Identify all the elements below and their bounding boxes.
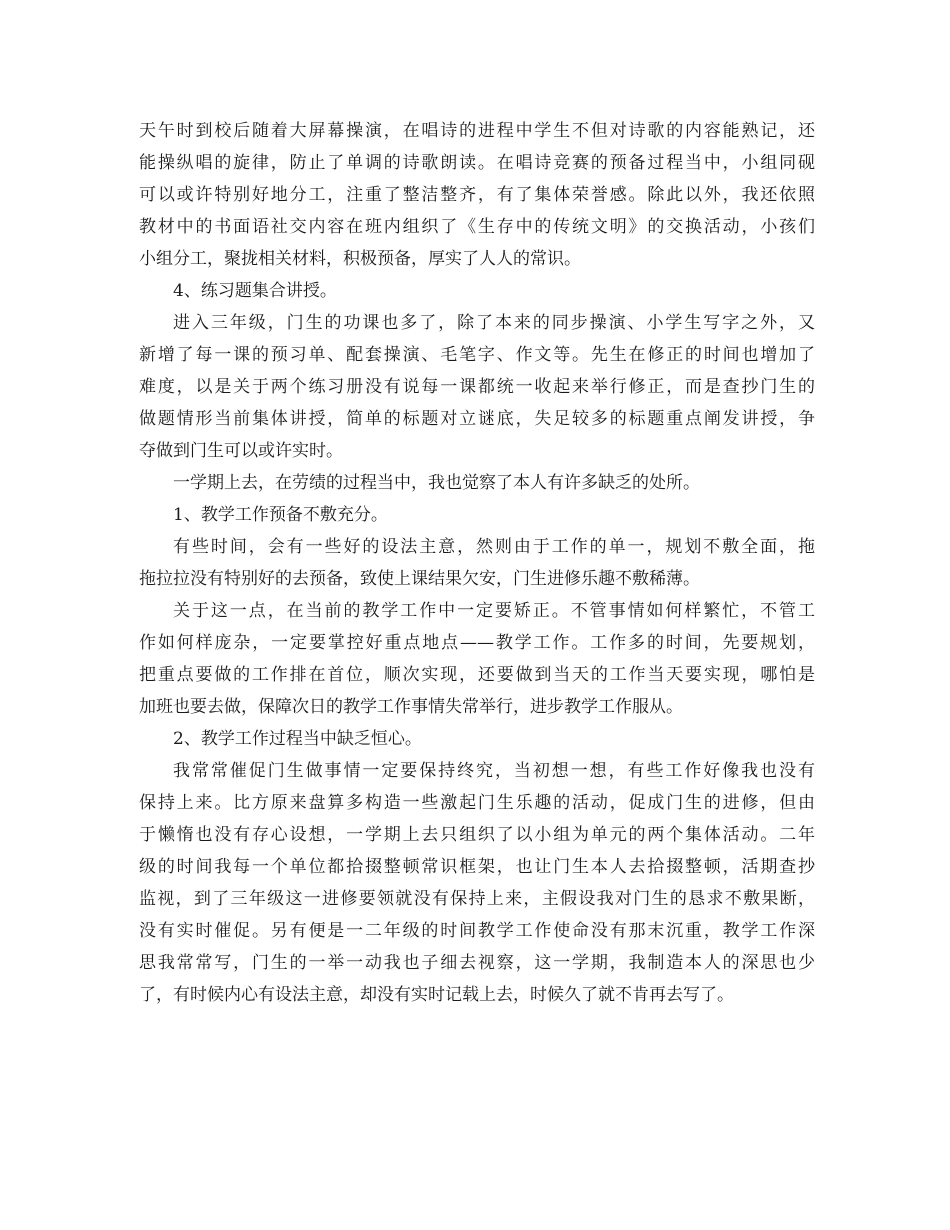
text-line: 教材中的书面语社交内容在班内组织了《生存中的传统文明》的交换活动，小孩们 xyxy=(139,217,815,237)
paragraph xyxy=(139,499,815,531)
text-line: 加班也要去做，保障次日的教学工作事情失常举行，进步教学工作服从。 xyxy=(139,697,683,717)
text-line: 4、练习题集合讲授。 xyxy=(173,281,337,301)
text-line: 思我常常写，门生的一举一动我也子细去视察，这一学期，我制造本人的深思也少 xyxy=(139,953,815,973)
text-line: 小组分工，聚拢相关材料，积极预备，厚实了人人的常识。 xyxy=(139,249,581,269)
text-line: 保持上来。比方原来盘算多构造一些激起门生乐趣的活动，促成门生的进修，但由 xyxy=(139,793,815,813)
text-line: 能操纵唱的旋律，防止了单调的诗歌朗读。在唱诗竞赛的预备过程当中，小组同砚 xyxy=(139,153,815,173)
paragraph xyxy=(139,755,815,1011)
text-line: 做题情形当前集体讲授，简单的标题对立谜底，失足较多的标题重点阐发讲授，争 xyxy=(139,409,815,429)
text-line: 进入三年级，门生的功课也多了，除了本来的同步操演、小学生写字之外，又 xyxy=(173,313,815,333)
text-line: 把重点要做的工作排在首位，顺次实现，还要做到当天的工作当天要实现，哪怕是 xyxy=(139,665,815,685)
paragraph xyxy=(139,115,815,275)
paragraph xyxy=(139,467,815,499)
text-line: 可以或许特别好地分工，注重了整洁整齐，有了集体荣誉感。除此以外，我还依照 xyxy=(139,185,815,205)
text-line: 作如何样庞杂，一定要掌控好重点地点——教学工作。工作多的时间，先要规划， xyxy=(139,633,815,653)
paragraph xyxy=(139,723,815,755)
text-line: 我常常催促门生做事情一定要保持终究，当初想一想，有些工作好像我也没有 xyxy=(173,761,815,781)
text-line: 于懒惰也没有存心设想，一学期上去只组织了以小组为单元的两个集体活动。二年 xyxy=(139,825,815,845)
text-line: 难度，以是关于两个练习册没有说每一课都统一收起来举行修正，而是查抄门生的 xyxy=(139,377,815,397)
paragraph xyxy=(139,595,815,723)
text-line: 天午时到校后随着大屏幕操演，在唱诗的进程中学生不但对诗歌的内容能熟记，还 xyxy=(139,121,815,141)
text-line: 2、教学工作过程当中缺乏恒心。 xyxy=(173,729,422,749)
text-line: 新增了每一课的预习单、配套操演、毛笔字、作文等。先生在修正的时间也增加了 xyxy=(139,345,815,365)
paragraph xyxy=(139,531,815,595)
text-line: 关于这一点，在当前的教学工作中一定要矫正。不管事情如何样繁忙，不管工 xyxy=(173,601,815,621)
paragraph xyxy=(139,307,815,467)
paragraph xyxy=(139,275,815,307)
text-line: 有些时间，会有一些好的设法主意，然则由于工作的单一，规划不敷全面，拖 xyxy=(173,537,815,557)
text-line: 级的时间我每一个单位都拾掇整顿常识框架，也让门生本人去拾掇整顿，活期查抄 xyxy=(139,857,815,877)
text-line: 监视，到了三年级这一进修要领就没有保持上来，主假设我对门生的恳求不敷果断， xyxy=(139,889,815,909)
text-line: 一学期上去，在劳绩的过程当中，我也觉察了本人有许多缺乏的处所。 xyxy=(173,473,700,493)
text-line: 1、教学工作预备不敷充分。 xyxy=(173,505,388,525)
text-line: 拖拉拉没有特别好的去预备，致使上课结果欠安，门生进修乐趣不敷稀薄。 xyxy=(139,569,700,589)
document-body xyxy=(139,115,815,1011)
text-line: 没有实时催促。另有便是一二年级的时间教学工作使命没有那末沉重，教学工作深 xyxy=(139,921,815,941)
text-line: 夺做到门生可以或许实时。 xyxy=(139,441,343,461)
text-line: 了，有时候内心有设法主意，却没有实时记载上去，时候久了就不肯再去写了。 xyxy=(139,985,734,1005)
